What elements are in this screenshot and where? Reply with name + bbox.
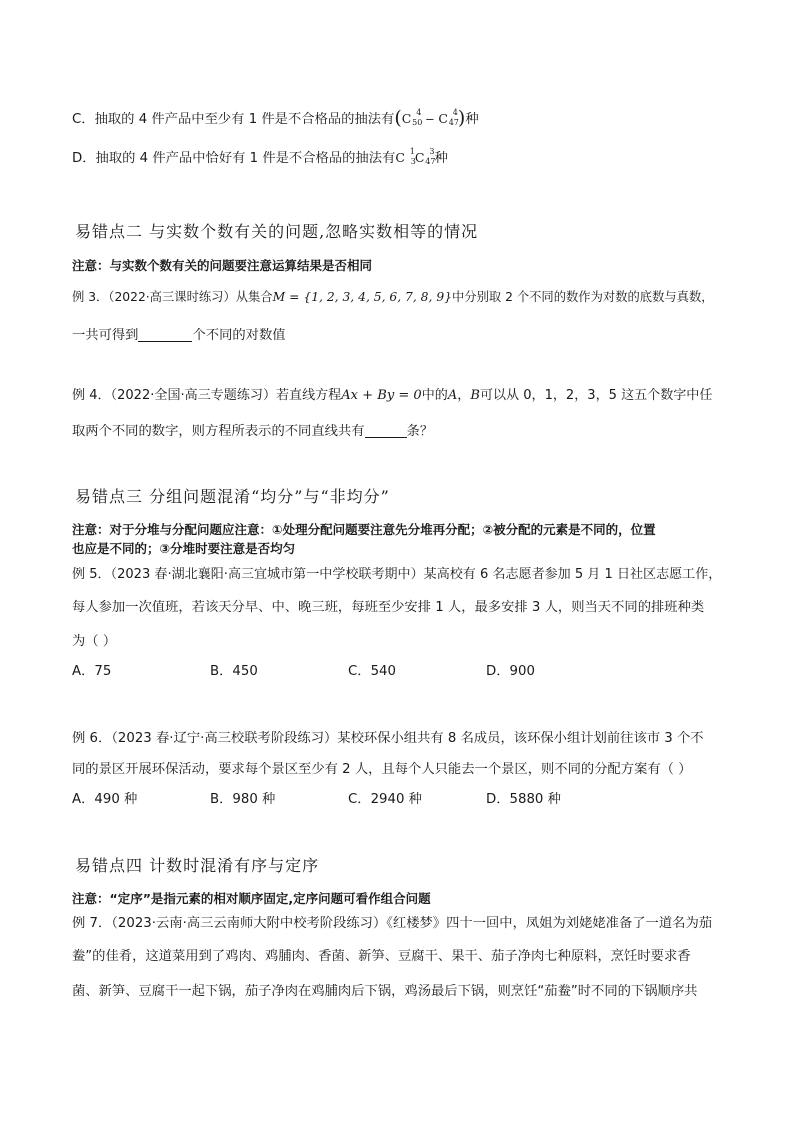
combination-c-47-4: C 4 47	[438, 108, 459, 127]
option-c-suffix: 种	[465, 112, 479, 127]
combination-c-3-1: C 1 3	[395, 147, 416, 166]
line-equation: Ax + By = 0	[341, 388, 422, 403]
example-6-option-b: B．980 种	[210, 792, 276, 807]
set-m: M = {1, 2, 3, 4, 5, 6, 7, 8, 9}	[272, 290, 452, 304]
section-note-2: 注意：与实数个数有关的问题要注意运算结果是否相同	[72, 258, 373, 273]
section-note-3-line-1: 注意：对于分堆与分配问题应注意：①处理分配问题要注意先分堆再分配；②被分配的元素是不同的，位置	[72, 522, 656, 537]
example-5-line-2: 每人参加一次值班，若该天分早、中、晚三班，每班至少安排 1 人，最多安排 3 人，则当天不同的排班种类	[72, 600, 705, 615]
option-d-suffix: 种	[434, 151, 448, 166]
answer-blank	[138, 327, 192, 342]
example-4-line-1: 例 4．（2022·全国·高三专题练习）若直线方程Ax + By = 0中的A，B可以从 0，1，2，3，5 这五个数字中任	[72, 388, 713, 403]
option-d-text: D．抽取的 4 件产品中恰好有 1 件是不合格品的抽法有	[72, 151, 396, 166]
example-6-option-d: D．5880 种	[486, 792, 561, 807]
example-5-option-a: A．75	[72, 664, 112, 679]
example-5-line-1: 例 5．（2023 春·湖北襄阳·高三宜城市第一中学校联考期中）某高校有 6 名志愿者参加 5 月 1 日社区志愿工作，	[72, 567, 722, 582]
section-note-3-line-2: 也应是不同的；③分堆时要注意是否均匀	[72, 541, 296, 556]
option-d	[72, 148, 448, 169]
option-c	[72, 107, 479, 130]
example-5-option-c: C．540	[348, 664, 396, 679]
example-7-line-3: 菌、新笋、豆腐干一起下锅，茄子净肉在鸡脯肉后下锅，鸡汤最后下锅，则烹饪“茄鲞”时不同的下锅顺序共	[72, 984, 698, 999]
example-3-line-2: 一共可得到 个不同的对数值	[72, 328, 286, 343]
example-6-option-c: C．2940 种	[348, 792, 422, 807]
option-c-text: C．抽取的 4 件产品中至少有 1 件是不合格品的抽法有	[72, 112, 395, 127]
combination-c-47-3: C 3 47	[414, 147, 436, 166]
section-note-4: 注意：“定序”是指元素的相对顺序固定,定序问题可看作组合问题	[72, 891, 431, 906]
example-6-line-2: 同的景区开展环保活动，要求每个景区至少有 2 人，且每个人只能去一个景区，则不同的分配方案有（ ）	[72, 762, 692, 777]
example-6-line-1: 例 6．（2023 春·辽宁·高三校联考阶段练习）某校环保小组共有 8 名成员，该环保小组计划前往该市 3 个不	[72, 731, 704, 746]
example-5-option-b: B．450	[210, 664, 258, 679]
example-4-line-2: 取两个不同的数字，则方程所表示的不同直线共有 条？	[72, 424, 434, 439]
close-paren: )	[457, 107, 466, 129]
example-6-option-a: A．490 种	[72, 792, 138, 807]
minus-sign: −	[421, 112, 439, 126]
example-7-line-2: 鲞”的佳肴，这道菜用到了鸡肉、鸡脯肉、香菌、新笋、豆腐干、果干、茄子净肉七种原料，烹饪时要求香	[72, 949, 691, 964]
section-heading-4: 易错点四 计数时混淆有序与定序	[75, 856, 320, 875]
example-7-line-1: 例 7．（2023·云南·高三云南师大附中校考阶段练习）《红楼梦》四十一回中，凤姐为刘姥姥准备了一道名为茄	[72, 916, 713, 931]
combination-c-50-4: C 4 50	[401, 108, 423, 127]
open-paren: (	[394, 107, 402, 129]
section-heading-2: 易错点二 与实数个数有关的问题,忽略实数相等的情况	[75, 222, 479, 241]
section-heading-3: 易错点三 分组问题混淆“均分”与“非均分”	[75, 487, 390, 506]
example-5-option-d: D．900	[486, 664, 535, 679]
example-5-line-3: 为（ ）	[72, 634, 117, 649]
answer-blank	[365, 423, 407, 438]
example-3-line-1: 例 3．（2022·高三课时练习）从集合M = {1, 2, 3, 4, 5, 6, 7, 8, 9}中分别取 2 个不同的数作为对数的底数与真数，	[72, 290, 714, 304]
